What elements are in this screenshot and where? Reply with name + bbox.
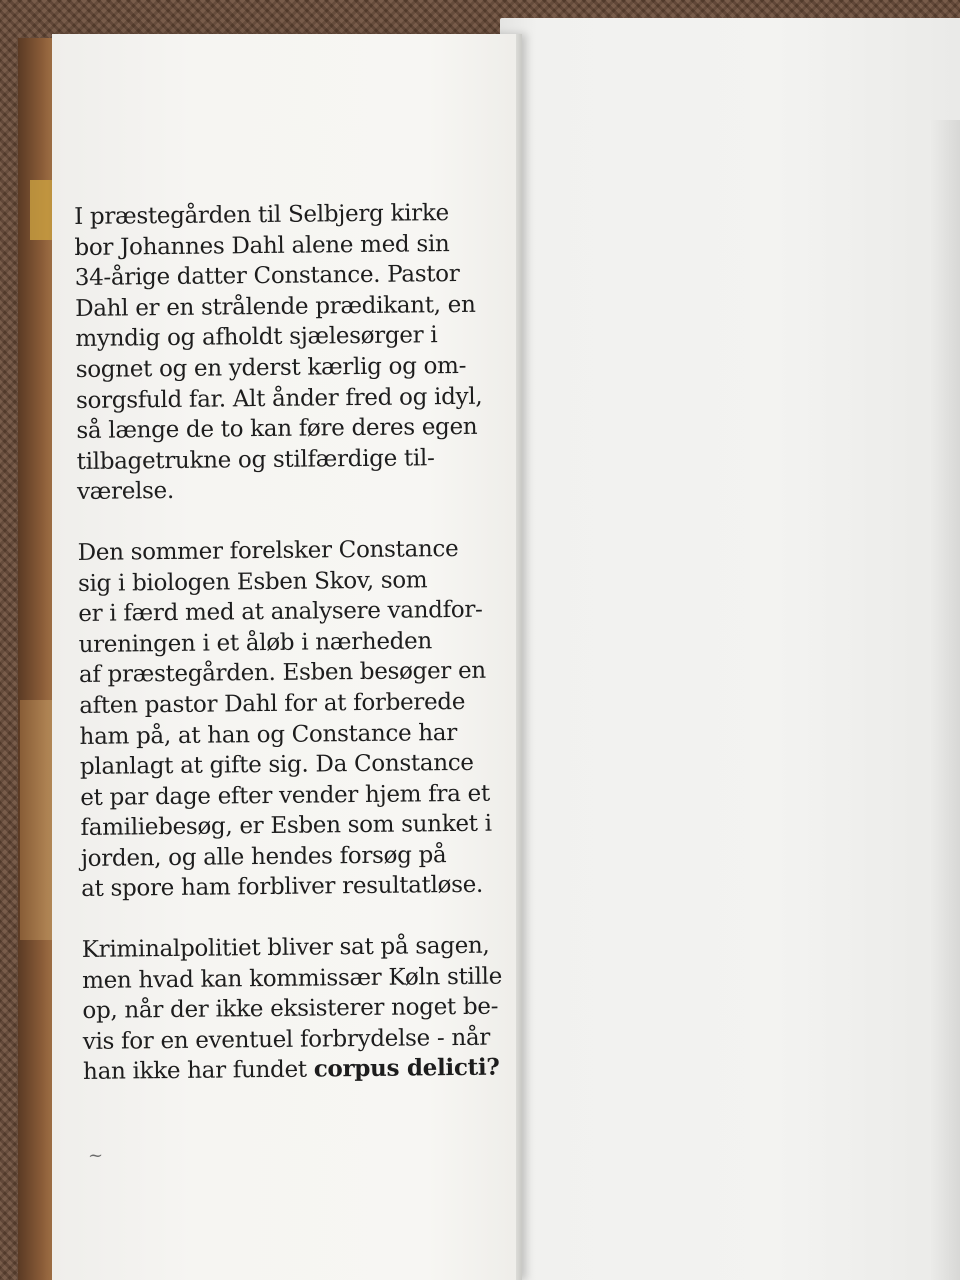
paragraph-2: [78, 533, 522, 905]
text-line-final: [83, 1053, 523, 1088]
text-line: planlagt at gifte sig. Da Constance: [79, 749, 474, 781]
paragraph-3: [82, 930, 524, 1088]
tilde-mark: ~: [88, 1145, 104, 1166]
text-line: ureningen i et åløb i nærheden: [78, 627, 433, 658]
final-line-text: han ikke har fundet: [82, 1056, 314, 1086]
text-line: Den sommer forelsker Constance: [77, 535, 459, 566]
text-line: familiebesøg, er Esben som sunket i: [80, 810, 492, 842]
text-line: Dahl er en strålende prædikant, en: [74, 291, 476, 322]
text-line: vis for en eventuel forbrydelse - når: [82, 1024, 491, 1055]
text-line: 34-årige datter Constance. Pastor: [74, 261, 460, 292]
corpus-delicti-bold: corpus delicti?: [313, 1054, 500, 1083]
paragraph-1: [74, 197, 517, 508]
text-line: jorden, og alle hendes forsøg på: [80, 842, 447, 872]
text-line: op, når der ikke eksisterer noget be-: [82, 993, 499, 1025]
text-line: er i færd med at analysere vandfor-: [78, 596, 483, 628]
book-right-page: [500, 18, 960, 1280]
text-line: af præstegården. Esben besøger en: [78, 658, 487, 689]
text-line: værelse.: [76, 478, 175, 506]
text-line: et par dage efter vender hjem fra et: [80, 780, 490, 811]
blurb-text: [74, 197, 524, 1118]
text-line: at spore ham forbliver resultatløse.: [81, 872, 484, 903]
text-line: sognet og en yderst kærlig og om-: [75, 352, 467, 383]
text-line: I præstegården til Selbjerg kirke: [74, 200, 449, 230]
text-line: myndig og afholdt sjælesørger i: [75, 322, 438, 353]
text-line: sorgsfuld far. Alt ånder fred og idyl,: [75, 383, 483, 414]
page-edge-shadow: [930, 120, 960, 1280]
text-line: så længe de to kan føre deres egen: [76, 413, 478, 445]
text-line: ham på, at han og Constance har: [79, 719, 458, 750]
text-line: bor Johannes Dahl alene med sin: [74, 230, 450, 261]
text-line: tilbagetrukne og stilfærdige til-: [76, 444, 435, 475]
spine-gold-detail: [30, 180, 54, 240]
text-line: men hvad kan kommissær Køln stille: [82, 963, 503, 994]
text-line: Kriminalpolitiet bliver sat på sagen,: [81, 932, 490, 964]
text-line: sig i biologen Esben Skov, som: [77, 566, 428, 597]
text-line: aften pastor Dahl for at forberede: [79, 688, 466, 719]
